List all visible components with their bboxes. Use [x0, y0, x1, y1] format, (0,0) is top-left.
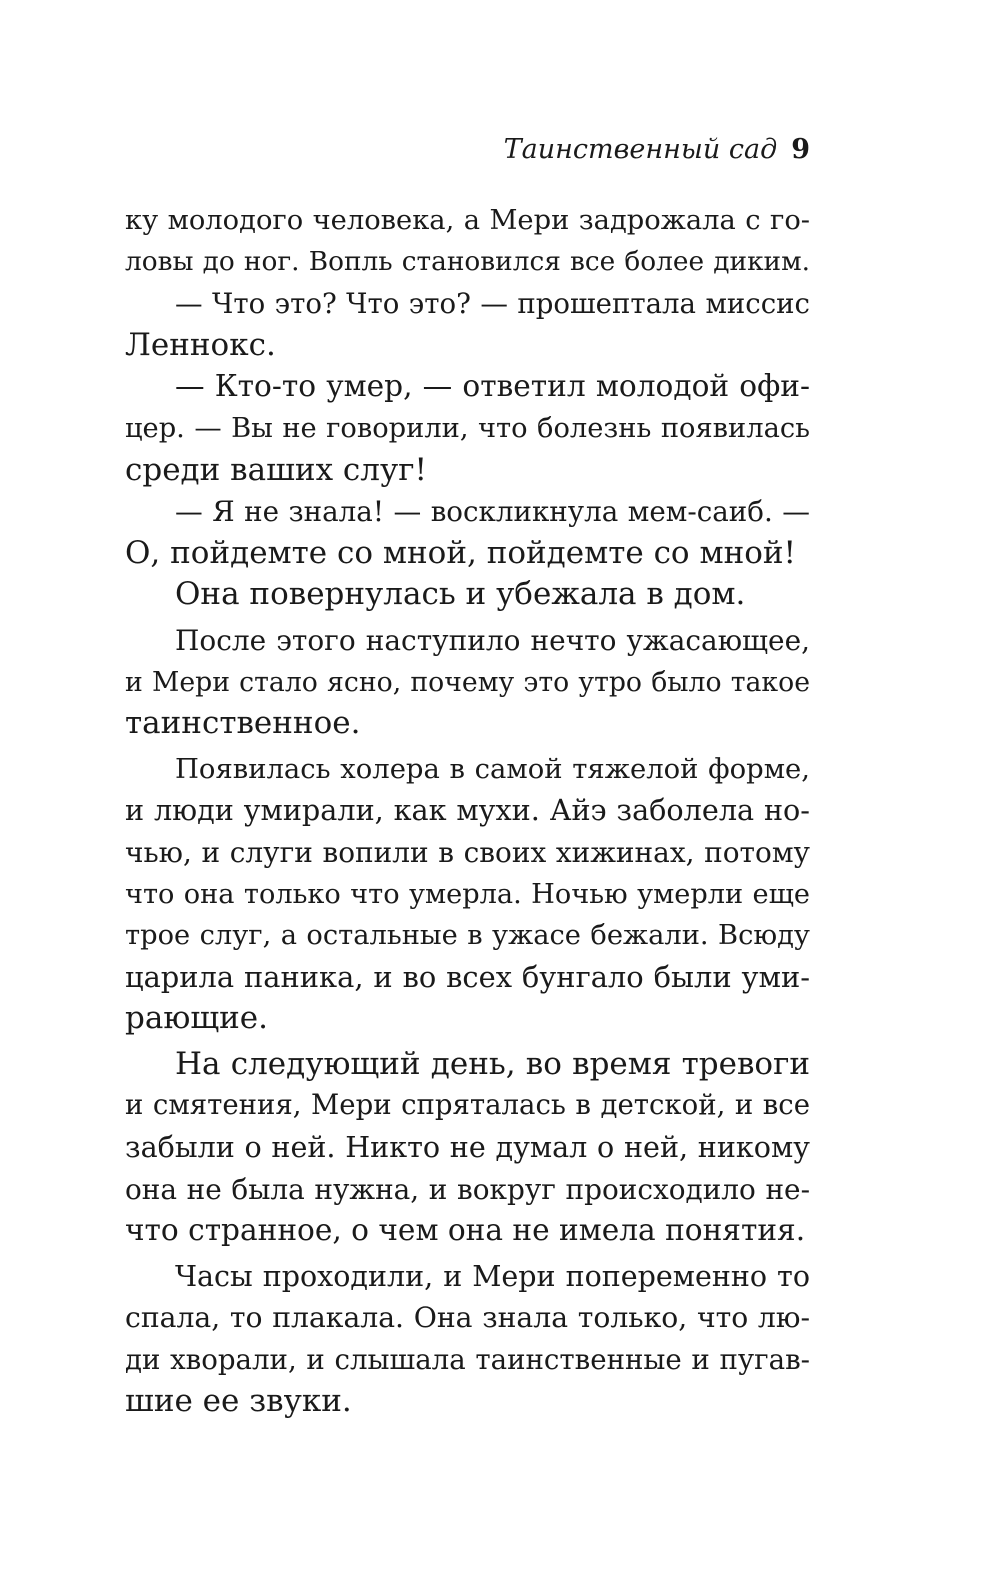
text-line: Она повернулась и убежала в дом.: [175, 576, 746, 613]
page-number: 9: [791, 134, 810, 165]
running-head-title: Таинственный сад: [503, 134, 778, 165]
text-line: Часы проходили, и Мери попеременно то: [175, 1259, 810, 1293]
text-line: цер. — Вы не говорили, что болезнь появилась: [125, 412, 810, 444]
text-line: На следующий день, во время тревоги: [175, 1045, 810, 1082]
text-line: и Мери стало ясно, почему это утро было такое: [125, 666, 810, 698]
text-line: После этого наступило нечто ужасающее,: [175, 623, 810, 657]
text-line: ди хворали, и слышала таинственные и пугав-: [125, 1343, 810, 1377]
text-line: чью, и слуги вопили в своих хижинах, потому: [125, 835, 810, 869]
text-line: — Я не знала! — воскликнула мем-саиб. —: [175, 495, 810, 529]
text-line: — Кто-то умер, — ответил молодой офи-: [175, 369, 810, 404]
text-line: трое слуг, а остальные в ужасе бежали. Всюду: [125, 920, 810, 952]
text-line: спала, то плакала. Она знала только, что лю-: [125, 1301, 810, 1335]
text-line: Появилась холера в самой тяжелой форме,: [175, 753, 810, 785]
running-head: [125, 132, 810, 168]
text-line: рающие.: [125, 1000, 268, 1037]
body-text: [125, 200, 810, 1422]
text-line: что она только что умерла. Ночью умерли еще: [125, 878, 810, 910]
text-line: она не была нужна, и вокруг происходило не-: [125, 1172, 810, 1206]
text-line: Леннокс.: [125, 326, 276, 363]
text-line: забыли о ней. Никто не думал о ней, никому: [125, 1130, 810, 1165]
text-line: и смятения, Мери спряталась в детской, и все: [125, 1089, 810, 1122]
text-line: таинственное.: [125, 705, 361, 742]
text-line: царила паника, и во всех бунгало были уми-: [125, 959, 810, 994]
text-line: и люди умирали, как мухи. Айэ заболела но-: [125, 793, 810, 828]
text-line: О, пойдемте со мной, пойдемте со мной!: [125, 534, 797, 571]
text-line: ку молодого человека, а Мери задрожала с го-: [125, 205, 810, 236]
text-line: ловы до ног. Вопль становился все более диким.: [125, 246, 810, 277]
text-line: — Что это? Что это? — прошептала миссис: [175, 287, 810, 321]
text-line: что странное, о чем она не имела понятия.: [125, 1213, 806, 1248]
text-line: шие ее звуки.: [125, 1382, 352, 1419]
text-line: среди ваших слуг!: [125, 451, 427, 488]
